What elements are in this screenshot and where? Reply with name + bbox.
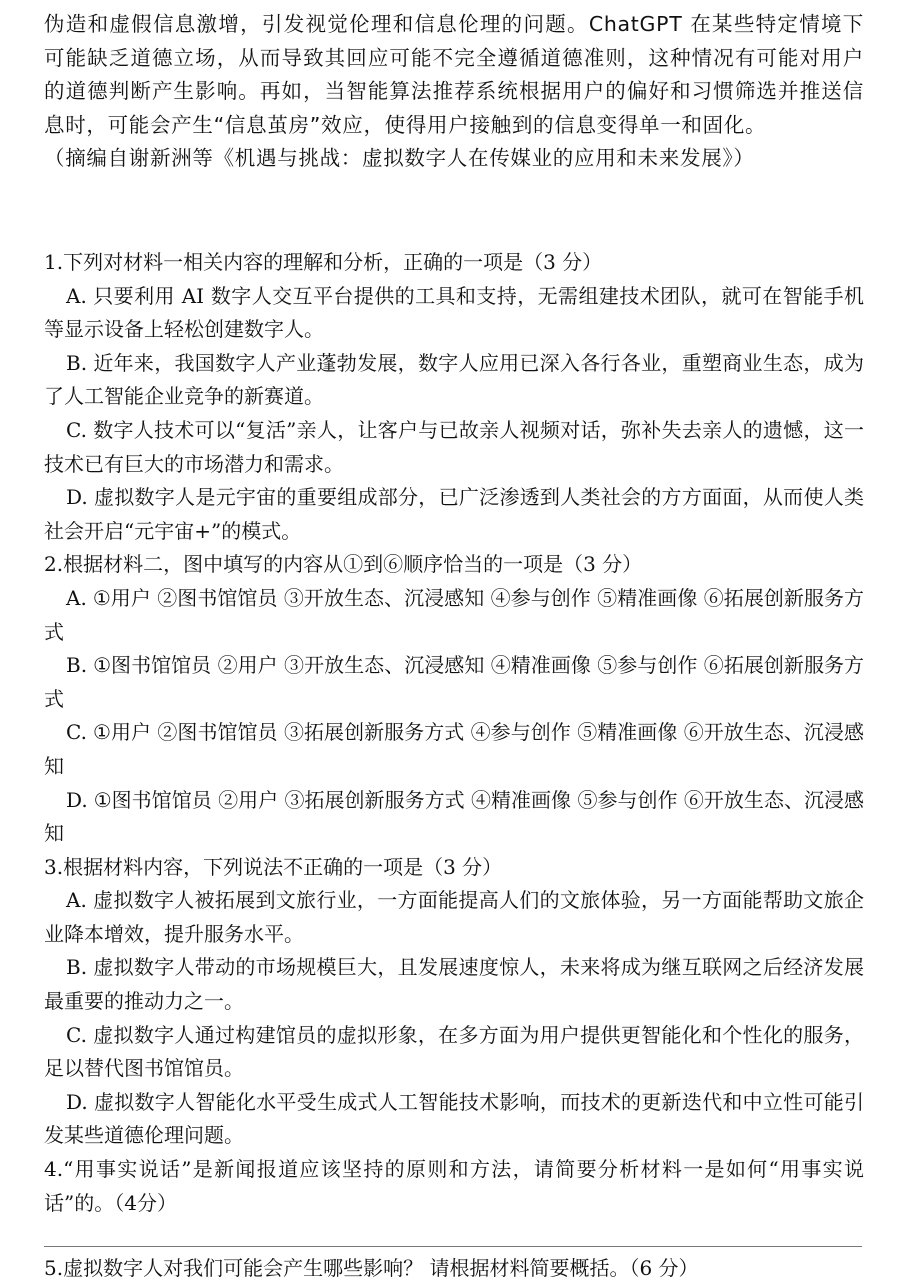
option-label: D. [66, 1089, 88, 1114]
question-2 [44, 548, 864, 850]
option-label: D. [66, 485, 88, 510]
option-label: D. [66, 787, 88, 812]
option-label: C. [66, 417, 87, 442]
option-label: B. [66, 653, 88, 678]
option-text: ①用户 ②图书馆馆员 ③开放生态、沉浸感知 ④参与创作 ⑤精准画像 ⑥拓展创新服务方式 [44, 585, 864, 644]
option-c[interactable] [44, 716, 864, 783]
option-text: ①用户 ②图书馆馆员 ③拓展创新服务方式 ④参与创作 ⑤精准画像 ⑥开放生态、沉浸感知 [44, 720, 864, 778]
question-stem: 2.根据材料二，图中填写的内容从①到⑥顺序恰当的一项是（3 分） [44, 552, 643, 577]
option-label: A. [66, 283, 87, 308]
option-c[interactable] [44, 1019, 864, 1086]
question-stem: 4.“用事实说话”是新闻报道应该坚持的原则和方法，请简要分析材料一是如何“用事实说话”的。（4分） [44, 1157, 864, 1215]
material-paragraph: 伪造和虚假信息激增，引发视觉伦理和信息伦理的问题。ChatGPT 在某些特定情境下可能缺乏道德立场，从而导致其回应可能不完全遵循道德准则，这种情况有可能对用户的道德判断产生影响。再如，当智能算法推荐系统根据用户的偏好和习惯筛选并推送信息时，可能会产生“信息茧房”效应，使得用户接触到的信息变得单一和固化。 [44, 12, 864, 137]
option-d[interactable] [44, 1086, 864, 1153]
option-c[interactable] [44, 414, 864, 481]
answer-divider [44, 1246, 862, 1247]
question-list [44, 246, 864, 1220]
option-text: 虚拟数字人通过构建馆员的虚拟形象，在多方面为用户提供更智能化和个性化的服务，足以替代图书馆馆员。 [44, 1022, 864, 1081]
option-label: B. [66, 350, 88, 375]
option-b[interactable] [44, 951, 864, 1018]
option-label: C. [66, 720, 87, 745]
option-b[interactable] [44, 649, 864, 716]
option-a[interactable] [44, 884, 864, 951]
option-text: ①图书馆馆员 ②用户 ③拓展创新服务方式 ④精准画像 ⑤参与创作 ⑥开放生态、沉浸感知 [44, 787, 864, 846]
question-stem: 3.根据材料内容，下列说法不正确的一项是（3 分） [44, 854, 503, 879]
option-text: 虚拟数字人智能化水平受生成式人工智能技术影响，而技术的更新迭代和中立性可能引发某些道德伦理问题。 [44, 1089, 864, 1148]
option-a[interactable] [44, 280, 864, 347]
option-a[interactable] [44, 582, 864, 649]
question-4 [44, 1153, 864, 1220]
option-label: A. [66, 585, 87, 610]
option-text: 虚拟数字人带动的市场规模巨大，且发展速度惊人，未来将成为继互联网之后经济发展最重要的推动力之一。 [44, 955, 864, 1014]
material-source: （摘编自谢新洲等《机遇与挑战：虚拟数字人在传媒业的应用和未来发展》） [44, 146, 755, 170]
question-1 [44, 246, 864, 548]
option-b[interactable] [44, 347, 864, 414]
option-label: B. [66, 955, 88, 980]
option-text: 近年来，我国数字人产业蓬勃发展，数字人应用已深入各行各业，重塑商业生态，成为了人工智能企业竞争的新赛道。 [44, 350, 864, 409]
question-5: 5.虚拟数字人对我们可能会产生哪些影响？ 请根据材料简要概括。（6 分） [44, 1256, 699, 1280]
option-text: 数字人技术可以“复活”亲人，让客户与已故亲人视频对话，弥补失去亲人的遗憾，这一技术已有巨大的市场潜力和需求。 [44, 417, 864, 476]
material-excerpt [44, 8, 864, 176]
question-3 [44, 851, 864, 1153]
option-text: 只要利用 AI 数字人交互平台提供的工具和支持，无需组建技术团队，就可在智能手机等显示设备上轻松创建数字人。 [44, 283, 864, 342]
option-text: ①图书馆馆员 ②用户 ③开放生态、沉浸感知 ④精准画像 ⑤参与创作 ⑥拓展创新服务方式 [44, 653, 864, 711]
question-stem: 1.下列对材料一相关内容的理解和分析，正确的一项是（3 分） [44, 250, 603, 274]
option-d[interactable] [44, 784, 864, 851]
option-label: A. [66, 888, 87, 913]
option-text: 虚拟数字人被拓展到文旅行业，一方面能提高人们的文旅体验，另一方面能帮助文旅企业降本增效，提升服务水平。 [44, 888, 864, 946]
option-d[interactable] [44, 481, 864, 548]
option-text: 虚拟数字人是元宇宙的重要组成部分，已广泛渗透到人类社会的方方面面，从而使人类社会开启“元宇宙+”的模式。 [44, 485, 864, 543]
option-label: C. [66, 1022, 87, 1047]
